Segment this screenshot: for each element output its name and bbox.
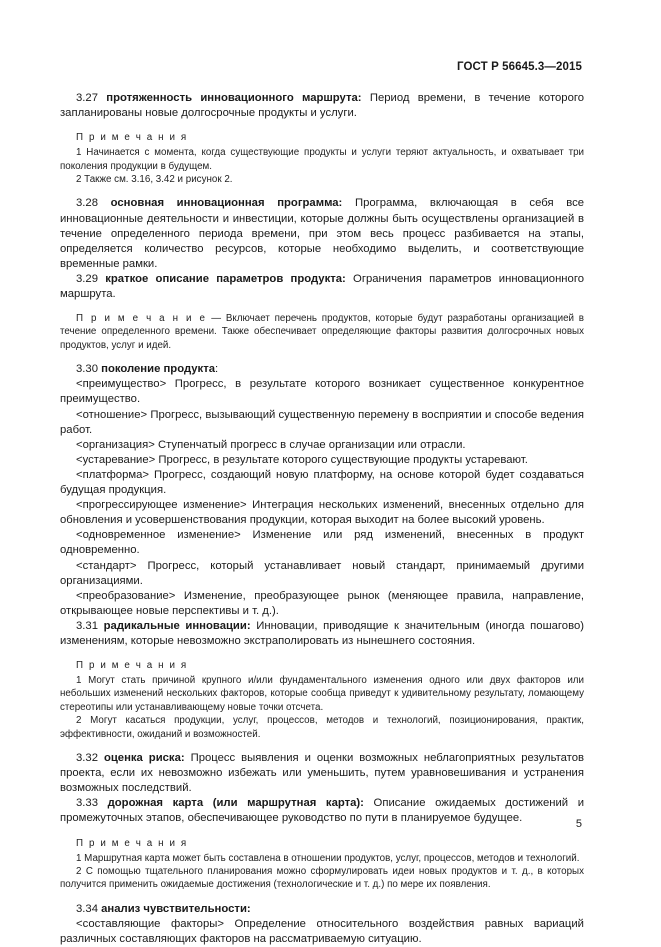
term-title: дорожная карта (или маршрутная карта): — [107, 797, 364, 810]
note-3-31-2: 2 Могут касаться продукции, услуг, процессов, методов и технологий, позиционирования, практик, эффективности, ожиданий и возможностей. — [60, 715, 584, 740]
term-title: краткое описание параметров продукта: — [105, 272, 346, 285]
sub-item: <платформа> Прогресс, создающий новую платформу, на основе которой будет создаваться будущая продукция. — [60, 468, 584, 497]
note-3-33-1: 1 Маршрутная карта может быть составлена в отношении продуктов, услуг, процессов, методов и технологий. — [76, 852, 580, 864]
page-content — [60, 91, 584, 947]
term-3-33 — [60, 796, 584, 826]
term-definition: Инновации, приводящие к значительным (иногда пошагово) изменениям, которые невозможно экстраполировать из нынешнего состояния. — [60, 619, 585, 647]
term-3-29 — [60, 272, 584, 302]
term-title: поколение продукта — [101, 363, 216, 376]
sub-item: <преобразование> Изменение, преобразующее рынок (меняющее правила, направление, открывающее новые перспективы и т. д.). — [60, 589, 584, 617]
notes-heading: П р и м е ч а н и я — [76, 132, 188, 144]
term-definition: Процесс выявления и оценки возможных неблагоприятных результатов проекта, если их невозможно избежать или уменьшить, путем уравновешивания и устранения возможных последствий. — [60, 752, 584, 795]
sub-item: <прогрессирующее изменение> Интеграция нескольких изменений, внесенных отдельно для обновления и усовершенствования продукции, которая выходит на более высокий уровень. — [60, 499, 584, 527]
note-3-33-2: 2 С помощью тщательного планирования можно сформулировать идеи новых продуктов и т. д., в которых получится применить ожидаемые достижения (технологические и т. д.) по мере их появления. — [60, 865, 584, 891]
sub-item: <стандарт> Прогресс, который устанавливает новый стандарт, принимаемый другими организациями. — [60, 559, 584, 587]
sub-item: <отношение> Прогресс, вызывающий существенную перемену в восприятии и способе ведения работ. — [60, 408, 584, 436]
term-number: 3.33 — [76, 797, 98, 810]
term-number: 3.34 — [76, 902, 98, 915]
term-number: 3.32 — [76, 752, 98, 765]
sub-item: <организация> Ступенчатый прогресс в случае организации или отрасли. — [76, 438, 466, 451]
term-3-30 — [60, 362, 584, 377]
term-definition: Ограничения параметров инновационного маршрута. — [60, 272, 584, 300]
term-number: 3.31 — [76, 619, 98, 632]
term-definition: Описание ожидаемых достижений и промежуточных этапов, обеспечивающее руководство по пути в планируемое будущее. — [60, 797, 585, 825]
note-3-27-1: 1 Начинается с момента, когда существующие продукты и услуги теряют актуальность, и охватывает три поколения продукции в будущем. — [60, 147, 584, 172]
term-3-32 — [60, 751, 584, 796]
term-number: 3.28 — [76, 197, 98, 210]
term-3-34 — [60, 902, 584, 917]
note-3-27-2: 2 Также см. 3.16, 3.42 и рисунок 2. — [76, 174, 233, 185]
sub-item: <устаревание> Прогресс, в результате которого существующие продукты устаревают. — [76, 453, 528, 466]
term-3-31 — [60, 619, 584, 649]
notes-heading: П р и м е ч а н и я — [76, 660, 188, 672]
term-3-28 — [60, 196, 584, 271]
term-3-27 — [60, 91, 584, 121]
term-title: радикальные инновации: — [103, 619, 251, 632]
page-number: 5 — [575, 818, 582, 830]
term-colon: : — [215, 363, 219, 376]
notes-heading: П р и м е ч а н и я — [76, 837, 188, 849]
sub-item: <составляющие факторы> Определение относительного воздействия равных вариаций различных составляющих факторов на рассматриваемую ситуацию. — [60, 917, 584, 945]
term-definition: Период времени, в течение которого запланированы новые долгосрочные продукты и услуги. — [60, 92, 585, 120]
sub-item: <одновременное изменение> Изменение или ряд изменений, внесенных в продукт одновременно. — [60, 529, 584, 557]
term-title: оценка риска: — [103, 752, 185, 765]
term-number: 3.27 — [76, 92, 98, 104]
term-title: протяженность инновационного маршрута: — [106, 92, 362, 104]
term-title: основная инновационная программа: — [110, 197, 343, 210]
term-number: 3.30 — [76, 363, 98, 376]
note-heading: П р и м е ч а н и е — [76, 313, 207, 325]
note-3-31-1: 1 Могут стать причиной крупного и/или фундаментального изменения одного или двух факторов или небольших изменений нескольких факторов, которые сообща приведут к удивительному результату, ломающему стереотипы или устанавливающему новые точки отсчета. — [60, 675, 584, 713]
note-3-29 — [60, 312, 584, 352]
sub-item: <преимущество> Прогресс, в результате которого возникает существенное конкурентное преимущество. — [60, 378, 584, 406]
term-number: 3.29 — [76, 272, 98, 285]
term-definition: Программа, включающая в себя все инновационные деятельности и инвестиции, которые должны быть осуществлены организацией в течение определенного периода времени, при этом весь процесс разбивается на этапы, определяется количество ресурсов, которые необходимо выделить, и соответствующие временные рамки. — [60, 197, 585, 270]
standard-header: ГОСТ Р 56645.3—2015 — [457, 61, 582, 73]
note-text: — Включает перечень продуктов, которые будут разработаны организацией в течение определенного времени. Также обеспечивает определяющие факторы развития долгосрочных новых продуктов, услуг и идей. — [60, 313, 584, 351]
term-title: анализ чувствительности: — [101, 902, 251, 915]
